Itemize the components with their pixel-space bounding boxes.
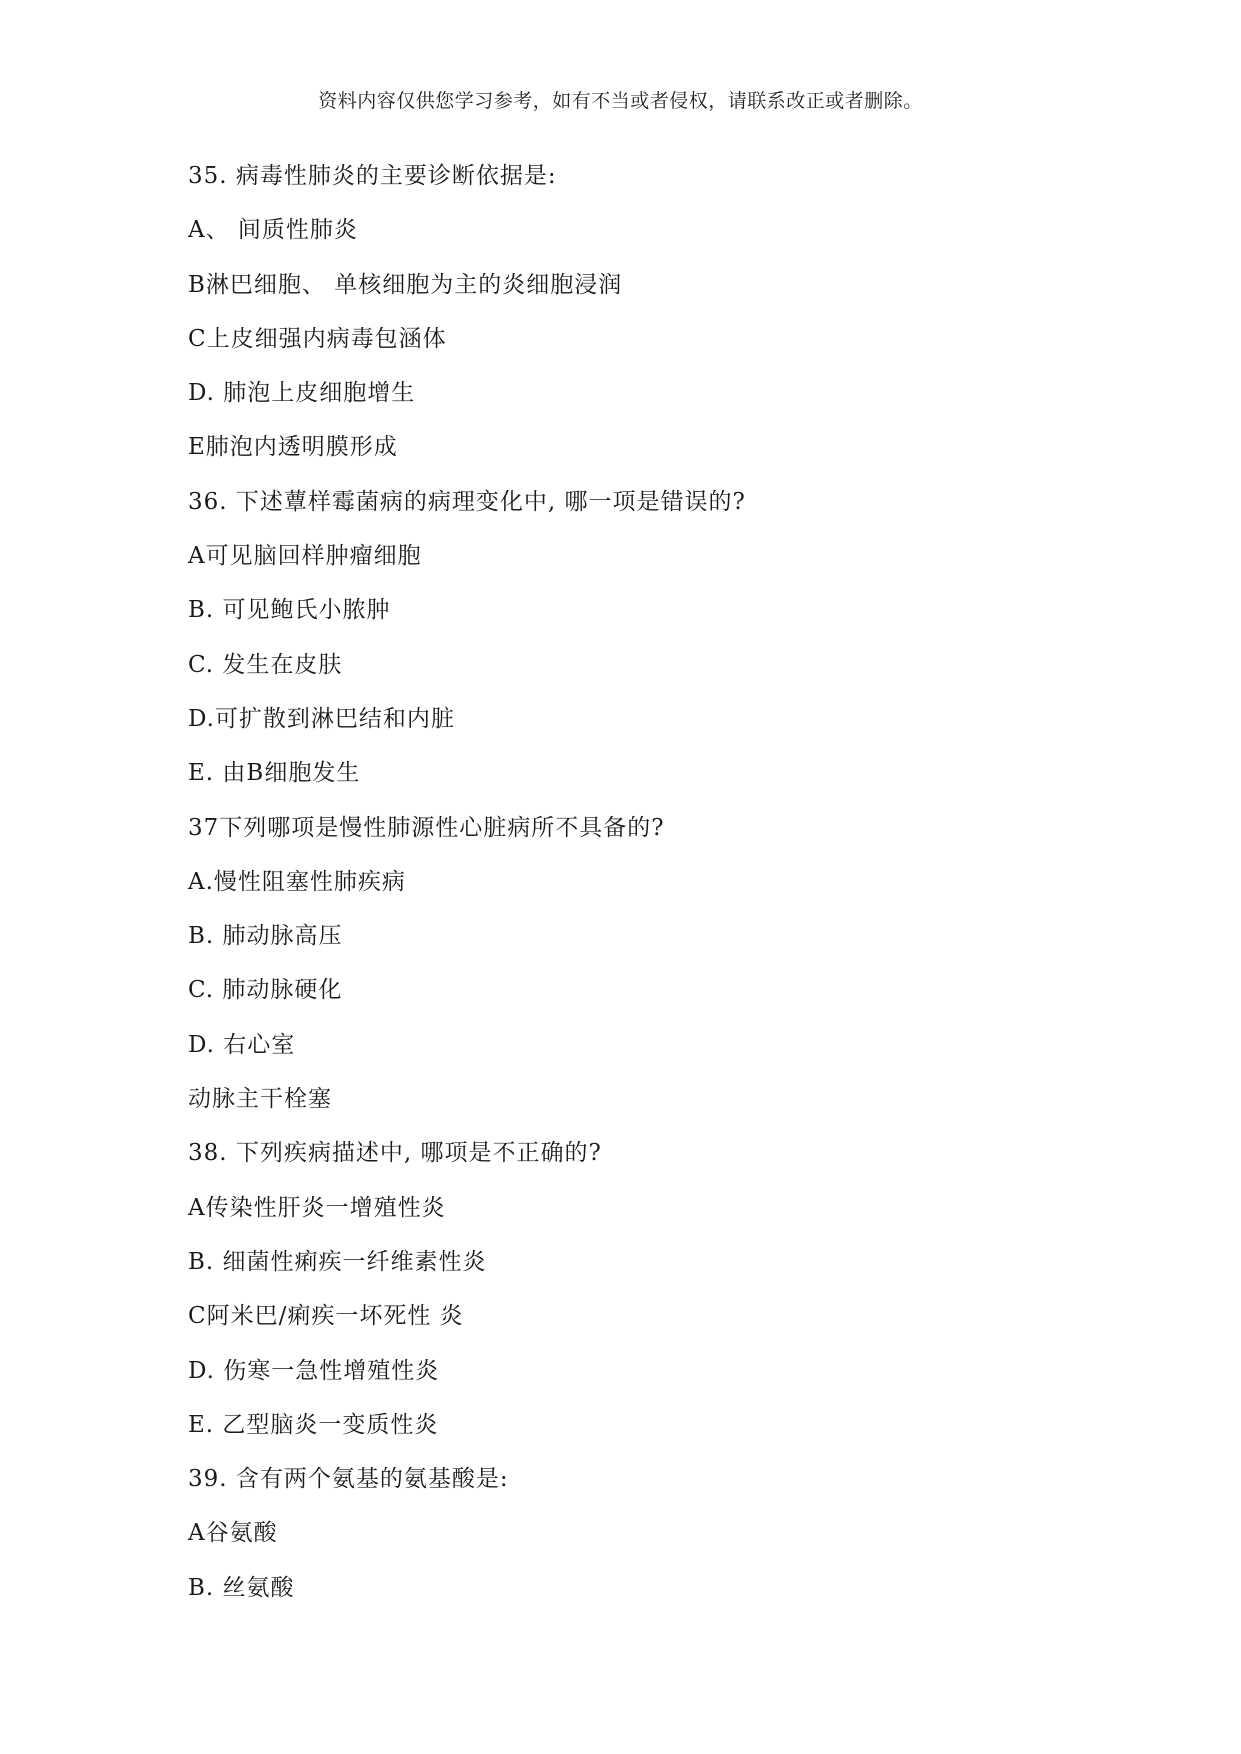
question-38-option-d: D. 伤寒一急性增殖性炎 <box>188 1357 440 1384</box>
question-38-stem: 38. 下列疾病描述中, 哪项是不正确的? <box>188 1140 602 1167</box>
question-35-option-a: A、 间质性肺炎 <box>188 217 358 244</box>
question-37-stem: 37下列哪项是慢性肺源性心脏病所不具备的? <box>188 814 665 841</box>
question-35-option-e: E肺泡内透明膜形成 <box>188 434 398 461</box>
question-38-option-e: E. 乙型脑炎一变质性炎 <box>188 1411 439 1438</box>
question-37-option-b: B. 肺动脉高压 <box>188 923 343 950</box>
question-35-option-c: C上皮细强内病毒包涵体 <box>188 325 447 352</box>
question-36-option-c: C. 发生在皮肤 <box>188 651 343 678</box>
question-38-option-b: B. 细菌性痢疾一纤维素性炎 <box>188 1248 487 1275</box>
question-39-option-b: B. 丝氨酸 <box>188 1574 295 1601</box>
copyright-notice: 资料内容仅供您学习参考，如有不当或者侵权，请联系改正或者删除。 <box>318 90 923 112</box>
question-37-option-a: A.慢性阻塞性肺疾病 <box>188 868 406 895</box>
question-35-option-d: D. 肺泡上皮细胞增生 <box>188 380 416 407</box>
question-36-option-d: D.可扩散到淋巴结和内脏 <box>188 705 455 732</box>
question-36-option-e: E. 由B细胞发生 <box>188 760 361 787</box>
question-36-stem: 36. 下述蕈样霉菌病的病理变化中, 哪一项是错误的? <box>188 488 746 515</box>
question-37-option-d: D. 右心室 <box>188 1031 296 1058</box>
question-38-option-a: A传染性肝炎一增殖性炎 <box>188 1194 446 1221</box>
question-35-stem: 35. 病毒性肺炎的主要诊断依据是: <box>188 163 557 189</box>
question-36-option-b: B. 可见鲍氏小脓肿 <box>188 597 391 624</box>
question-37-option-c: C. 肺动脉硬化 <box>188 977 343 1004</box>
question-37-option-d-continued: 动脉主干栓塞 <box>188 1086 332 1113</box>
question-35-option-b: B淋巴细胞、 单核细胞为主的炎细胞浸润 <box>188 271 623 298</box>
question-38-option-c: C阿米巴/痢疾一坏死性 炎 <box>188 1303 464 1330</box>
question-39-option-a: A谷氨酸 <box>188 1520 278 1547</box>
question-list <box>188 158 1148 1624</box>
question-39-stem: 39. 含有两个氨基的氨基酸是: <box>188 1466 509 1493</box>
question-36-option-a: A可见脑回样肿瘤细胞 <box>188 543 422 570</box>
